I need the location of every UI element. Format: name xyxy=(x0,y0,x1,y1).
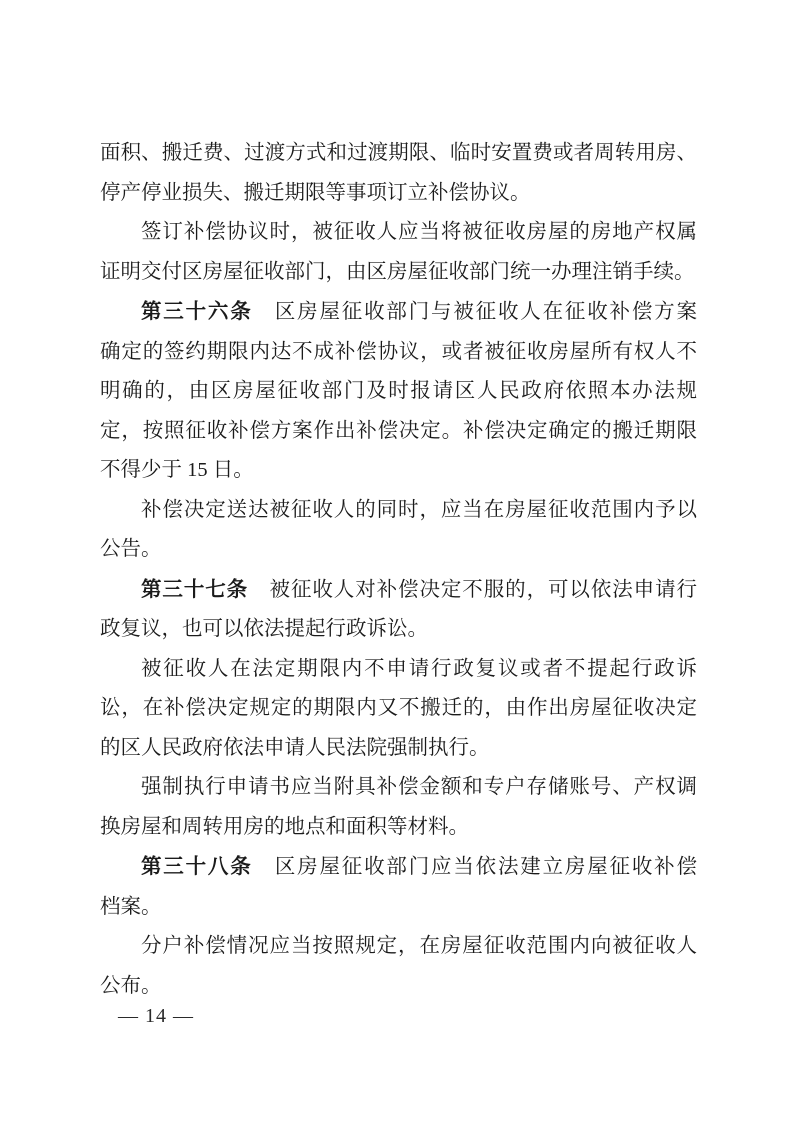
line-text: 面积、搬迁费、过渡方式和过渡期限、临时安置费或者周转用房、 xyxy=(100,142,697,164)
text-line xyxy=(100,412,697,452)
article-number: 第三十六条 xyxy=(141,300,253,323)
article-number: 第三十八条 xyxy=(141,855,253,878)
text-line xyxy=(100,372,697,412)
text-line xyxy=(100,213,697,253)
text-line xyxy=(100,729,697,769)
text-line xyxy=(100,333,697,373)
text-line xyxy=(100,650,697,690)
line-text: 被征收人在法定期限内不申请行政复议或者不提起行政诉 xyxy=(141,657,697,680)
text-line xyxy=(100,570,697,611)
line-text: 证明交付区房屋征收部门，由区房屋征收部门统一办理注销手续。 xyxy=(100,260,695,283)
page-number: — 14 — xyxy=(118,1005,194,1027)
line-text: 补偿决定送达被征收人的同时，应当在房屋征收范围内予以 xyxy=(141,498,697,521)
text-line xyxy=(100,967,697,1007)
line-text: 政复议，也可以依法提起行政诉讼。 xyxy=(100,618,428,640)
line-text: 分户补偿情况应当按照规定，在房屋征收范围内向被征收人 xyxy=(141,935,697,957)
line-text: 强制执行申请书应当附具补偿金额和专户存储账号、产权调 xyxy=(141,776,697,798)
line-text: 公布。 xyxy=(100,974,162,997)
text-line xyxy=(100,253,697,293)
text-line xyxy=(100,927,697,967)
line-text: 确定的签约期限内达不成补偿协议，或者被征收房屋所有权人不 xyxy=(100,340,697,363)
line-text: 被征收人对补偿决定不服的，可以依法申请行 xyxy=(248,578,698,601)
line-text: 停产停业损失、搬迁期限等事项订立补偿协议。 xyxy=(100,181,531,204)
text-line xyxy=(100,134,697,174)
text-line xyxy=(100,888,697,928)
line-text: 的区人民政府依法申请人民法院强制执行。 xyxy=(100,736,490,759)
text-line xyxy=(100,847,697,888)
text-line xyxy=(100,292,697,333)
line-text: 签订补偿协议时，被征收人应当将被征收房屋的房地产权属 xyxy=(141,221,697,243)
text-line xyxy=(100,491,697,531)
line-text: 定，按照征收补偿方案作出补偿决定。补偿决定确定的搬迁期限 xyxy=(100,419,697,442)
text-line xyxy=(100,174,697,214)
line-text: 换房屋和周转用房的地点和面积等材料。 xyxy=(100,815,469,838)
line-text: 公告。 xyxy=(100,538,162,560)
document-lines xyxy=(100,134,697,1006)
line-text: 区房屋征收部门应当依法建立房屋征收补偿 xyxy=(252,856,697,878)
text-line xyxy=(100,768,697,808)
article-number: 第三十七条 xyxy=(141,577,249,601)
text-line xyxy=(100,610,697,650)
text-line xyxy=(100,451,697,491)
text-line xyxy=(100,689,697,729)
text-line xyxy=(100,530,697,570)
text-line xyxy=(100,808,697,848)
line-text: 档案。 xyxy=(100,895,162,918)
line-text: 明确的，由区房屋征收部门及时报请区人民政府依照本办法规 xyxy=(100,380,697,402)
line-text: 不得少于 15 日。 xyxy=(100,459,254,481)
line-text: 讼，在补偿决定规定的期限内又不搬迁的，由作出房屋征收决定 xyxy=(100,697,697,719)
line-text: 区房屋征收部门与被征收人在征收补偿方案 xyxy=(252,301,697,323)
